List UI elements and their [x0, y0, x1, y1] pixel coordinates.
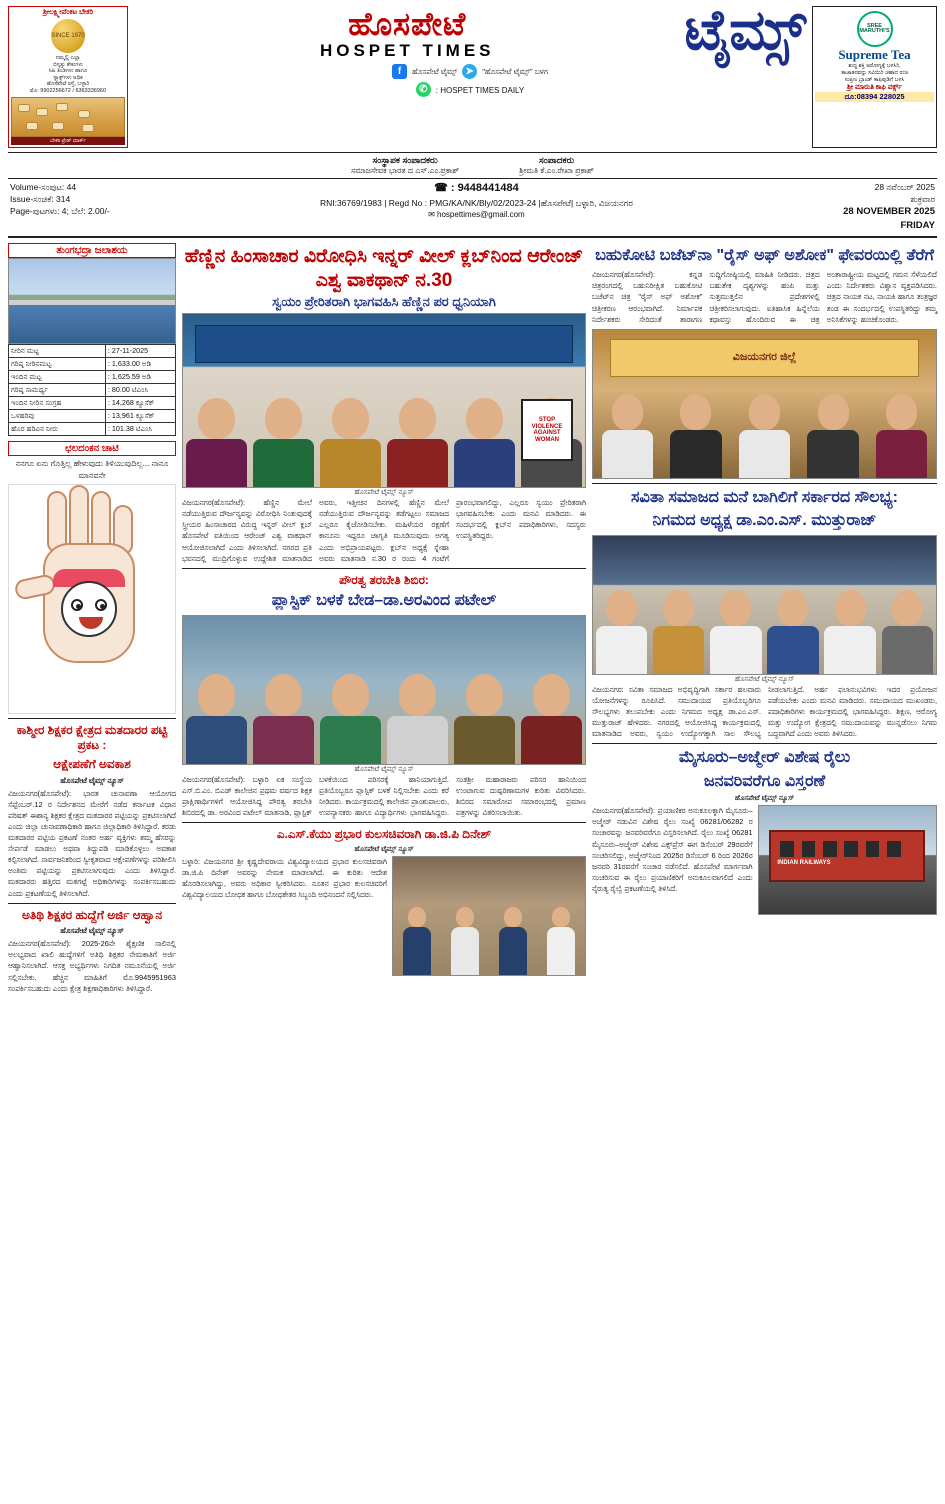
phone-icon: ☎	[434, 181, 448, 194]
tea-badge-icon: SREE MARUTHI'S	[857, 11, 893, 47]
bakery-strip: ಬೇಕರಿ ಟ್ರೇಡ್ ಮಾರ್ಕ್	[11, 137, 125, 145]
weekday-kannada: ಶುಕ್ರವಾರ	[910, 193, 935, 204]
dam-row-value: : 101.38 ಟಿಎಂಸಿ	[105, 422, 175, 435]
table-row	[9, 370, 176, 383]
volume-label: Volume-ಸಂಪುಟ: 44	[10, 181, 77, 192]
right-mid-photo-caption: ಹೊಸಪೇಟೆ ಟೈಮ್ಸ್ ನ್ಯೂಸ್	[734, 675, 795, 683]
contact-phone-row	[110, 181, 843, 197]
bakery-line-4: ಸ್ನ್ಯಾಕ್ಸ್‌ಗಳು ಅಧಿಕ	[53, 74, 83, 81]
right-top-headline: ಬಹುಕೋಟಿ ಬಜೆಟ್‌ನಾ "ರೈಸ್ ಅಫ್ ಅಶೋಕ" ಫೇವರಯಿಲ್ಲಿ ತೆರೆಗೆ	[595, 246, 934, 264]
table-row	[9, 344, 176, 357]
editor-name: ಶ್ರೀಮತಿ ಕೆ.ಎಂ.ರೇಖಾ ಪ್ರಕಾಶ್	[519, 165, 594, 175]
right-mid-headline-1: ಸವಿತಾ ಸಮಾಜದ ಮನೆ ಬಾಗಿಲಿಗೆ ಸರ್ಕಾರದ ಸೌಲಭ್ಯ:	[631, 488, 898, 506]
lead-story-photo-caption: ಹೊಸಪೇಟೆ ಟೈಮ್ಸ್ ನ್ಯೂಸ್	[354, 489, 414, 497]
tea-line-3: ಸುಪ್ರೀಂ ಬ್ರಾಂಡ್ ಕಾಫಿಪುಡಿಗೆ ಬಳಸಿ	[844, 76, 905, 83]
lead-story-headline: ಹೆಣ್ಣಿನ ಹಿಂಸಾಚಾರ ವಿರೋಧಿಸಿ ಇನ್ನರ್ ವೀಲ್ ಕ್ಲಬ್‌ನಿಂದ ಆರೇಂಜ್ ಎಶ್ವ ವಾಕಥಾನ್ ನ.30	[184, 245, 584, 291]
info-bar	[8, 178, 937, 238]
bakery-medal-text: SINCE 1970	[51, 33, 85, 40]
lead-story-subhead: ಸ್ವಯಂ ಪ್ರೇರಿತರಾಗಿ ಭಾಗವಹಿಸಿ ಹೆಣ್ಣಿನ ಪರ ಧ್ವನಿಯಾಗಿ	[272, 294, 496, 310]
mid-story-body: ವಿಜಯನಗರ(ಹೊಸಪೇಟೆ): ಬಳ್ಳಾರಿ ಏಕ ಸಂಸ್ಥೆಯ ಎಸ್.ಬಿ.ಎಂ. ಬಿಎಡ್ ಕಾಲೇಜಿನ ಪ್ರಥಮ ವರ್ಷದ ಶಿಕ್ಷಕ ಪ್ರಾಕ್ಷಿಣಾರ್ಥಿಗಳಿಗೆ ಆಯೋಜಿಸಿದ್ದ ಪೌರತ್ವ ತರಬೇತಿ ಶಿಬಿರದಲ್ಲಿ ಡಾ. ಅರವಿಂದ ಪಟೇಲ್ ಮಾತನಾಡಿ, ಪ್ಲಾಸ್ಟಿಕ್ ಬಳಕೆಯಿಂದ ಪರಿಸರಕ್ಕೆ ಹಾನಿಯಾಗುತ್ತಿದೆ. ಪ್ರತಿಯೊಬ್ಬರೂ ಪ್ಲಾಸ್ಟಿಕ್ ಬಳಕೆ ನಿಲ್ಲಿಸಬೇಕು ಎಂದು ಕರೆ ನೀಡಿದರು. ಕಾರ್ಯಕ್ರಮದಲ್ಲಿ ಕಾಲೇಜಿನ ಪ್ರಾಂಶುಪಾಲರು, ಉಪನ್ಯಾಸಕರು ಹಾಗೂ ವಿದ್ಯಾರ್ಥಿಗಳು ಭಾಗವಹಿಸಿದ್ದರು. ಸಂತಶ್ರೀ ಮಹಾರಾಜರು ಪರಿಸರ ಹಾನಿಯಿಂದ ಉಂಟಾಗುವ ದುಷ್ಪರಿಣಾಮಗಳ ಕುರಿತು ವಿವರಿಸಿದರು. ಶಿಬಿರದ ಸಮಾರೋಪ ಸಮಾರಂಭದಲ್ಲಿ ಪ್ರಮಾಣ ಪತ್ರಗಳನ್ನು ವಿತರಿಸಲಾಯಿತು.	[182, 774, 586, 818]
table-row	[9, 409, 176, 422]
weekday-english: FRIDAY	[900, 220, 935, 231]
editor	[519, 155, 594, 176]
bakery-advertisement	[8, 6, 128, 148]
tea-line-1: ಶುದ್ಧ ಶಕ್ತಿ ಆರೋಗ್ಯಕ್ಕೆ ಬಳಸಿರಿ,	[848, 63, 901, 69]
dam-row-label: ಇಂದಿನ ನೀರಿನ ಸಂಗ್ರಹ	[9, 396, 106, 409]
right-column	[592, 243, 937, 994]
newspaper-title-big: ಟೈಮ್ಸ್	[684, 0, 806, 62]
right-bottom-headline-1: ಮೈಸೂರು–ಅಜ್ಮೇರ್ ವಿಶೇಷ ರೈಲು	[678, 749, 851, 767]
social-follow-label: "ಹೊಸಪೇಟೆ ಟೈಮ್ಸ್" ಬಳಗ	[482, 66, 548, 76]
byline: ಹೊಸಪೇಟೆ ಟೈಮ್ಸ್ ನ್ಯೂಸ್	[60, 775, 124, 785]
mid-story2-body: ಬಳ್ಳಾರಿ: ವಿಜಯನಗರ ಶ್ರೀ ಕೃಷ್ಣದೇವರಾಯ ವಿಶ್ವವಿದ್ಯಾಲಯದ ಪ್ರಭಾರ ಕುಲಸಚಿವರಾಗಿ ಡಾ.ಜಿ.ಪಿ ದಿನೇಶ್ ಅವರನ್ನು ನೇಮಕ ಮಾಡಲಾಗಿದೆ. ಈ ಕುರಿತು ಆದೇಶ ಹೊರಡಿಸಲಾಗಿದ್ದು, ಅವರು ಅಧಿಕಾರ ಸ್ವೀಕರಿಸಿದರು. ನೂತನ ಪ್ರಭಾರ ಕುಲಸಚಿವರಿಗೆ ವಿಶ್ವವಿದ್ಯಾಲಯದ ಬೋಧಕ ಹಾಗೂ ಬೋಧಕೇತರ ಸಿಬ್ಬಂದಿ ಅಭಿನಂದನೆ ಸಲ್ಲಿಸಿದರು.	[182, 856, 388, 900]
table-row	[9, 396, 176, 409]
right-mid-photo	[592, 535, 937, 675]
table-row	[9, 357, 176, 370]
right-top-body: ವಿಜಯನಗರ(ಹೊಸಪೇಟೆ): ಕನ್ನಡ ಚಿತ್ರರಂಗದಲ್ಲಿ ಬಹುನಿರೀಕ್ಷಿತ ಬಹುಕೋಟಿ ಬಜೆಟ್‌ನ ಚಿತ್ರ "ರೈಸ್ ಅಫ್ ಅಶೋಕ" ಚಿತ್ರೀಕರಣ ಆರಂಭವಾಗಿದೆ. ನಿರ್ಮಾಪಕ ನಿರ್ದೇಶಕರು ಸೇರಿದಂತೆ ತಾರಾಗಣ ಸುದ್ದಿಗೋಷ್ಠಿಯಲ್ಲಿ ಮಾಹಿತಿ ನೀಡಿದರು. ಚಿತ್ರದ ಬಹುತೇಕ ದೃಶ್ಯಗಳನ್ನು ಹಂಪಿ ಮತ್ತು ಸುತ್ತಮುತ್ತಲಿನ ಪ್ರದೇಶಗಳಲ್ಲಿ ಚಿತ್ರೀಕರಿಸಲಾಗುವುದು. ಐತಿಹಾಸಿಕ ಹಿನ್ನೆಲೆಯ ಕಥಾವಸ್ತು ಹೊಂದಿರುವ ಈ ಚಿತ್ರ ಅಂತಾರಾಷ್ಟ್ರೀಯ ಮಟ್ಟದಲ್ಲಿ ಗಮನ ಸೆಳೆಯಲಿದೆ ಎಂದು ನಿರ್ದೇಶಕರು ವಿಶ್ವಾಸ ವ್ಯಕ್ತಪಡಿಸಿದರು. ಚಿತ್ರದ ನಾಯಕ ನಟ, ನಾಯಕಿ ಹಾಗೂ ತಂತ್ರಜ್ಞರ ತಂಡ ಈ ಸಂದರ್ಭದಲ್ಲಿ ಉಪಸ್ಥಿತರಿದ್ದು ತಮ್ಮ ಅನಿಸಿಕೆಗಳನ್ನು ಹಂಚಿಕೊಂಡರು.	[592, 270, 937, 324]
pages-label: Page-ಪುಟಗಳು: 4; ಬೆಲೆ: 2.00/-	[10, 206, 110, 217]
dam-water-level-table	[8, 344, 176, 436]
mid-story2-photo	[392, 856, 586, 976]
left-column	[8, 243, 176, 994]
dam-row-value: : 1,633.00 ಅಡಿ	[105, 357, 175, 370]
info-right	[843, 181, 935, 233]
registration-info: RNI:36769/1983 | Regd No : PMG/KA/NK/Bly/02/2023-24 |ಹೊಸಪೇಟೆ| ಬಳ್ಳಾರಿ, ವಿಜಯನಗರ	[319, 197, 633, 208]
mid-story2-caption: ಹೊಸಪೇಟೆ ಟೈಮ್ಸ್ ನ್ಯೂಸ್	[354, 845, 414, 853]
founder-editor-label: ಸಂಸ್ಥಾಪಕ ಸಂಪಾದಕರು	[372, 154, 438, 165]
info-mid	[110, 181, 843, 221]
newspaper-title-english: HOSPET TIMES	[319, 41, 495, 60]
daily-label: : HOSPET TIMES DAILY	[435, 86, 525, 95]
bakery-sweets-photo	[11, 97, 125, 137]
tea-brand-name: Supreme Tea	[838, 47, 911, 62]
table-row	[9, 383, 176, 396]
placard: STOP VIOLENCE AGAINST WOMAN	[521, 399, 573, 461]
dam-row-label: ನೀರಿನ ಮಟ್ಟ	[9, 344, 106, 357]
editors-row	[8, 153, 937, 178]
story-body-teachers-list: ವಿಜಯನಗರ(ಹೊಸಪೇಟೆ): ಭಾರತ ಚುನಾವಣಾ ಆಯೋಗದ ಸೆಪ್ಟೆಂಬರ್.12 ರ ನಿರ್ದೇಶನದ ಮೇರೆಗೆ ನಡೆದ ಕರ್ನಾಟಕ ವಿಧಾನ ಪರಿಷತ್ ಈಶಾನ್ಯ ಶಿಕ್ಷಕರ ಕ್ಷೇತ್ರದ ಮತದಾರರ ಪಟ್ಟಿಯನ್ನು ಪ್ರಕಟಿಸಲಾಗಿದೆ ಎಂದು ಜಿಲ್ಲಾ ಚುನಾವಣಾಧಿಕಾರಿ ಹಾಗೂ ಜಿಲ್ಲಾಧಿಕಾರಿ ತಿಳಿಸಿದ್ದಾರೆ. ಕರಡು ಮತದಾರರ ಪಟ್ಟಿಯ ಪ್ರಕಟಣೆ ನಂತರ ಅರ್ಹ ವ್ಯಕ್ತಿಗಳು ತಮ್ಮ ಹೆಸರನ್ನು ಸೇರ್ಪಡೆ ಮಾಡಲು ಅಥವಾ ತಿದ್ದುಪಡಿ ಮಾಡಿಕೊಳ್ಳಲು ಅವಕಾಶ ಕಲ್ಪಿಸಲಾಗಿದೆ. ಸಾರ್ವಜನಿಕರಿಂದ ಸ್ವೀಕೃತವಾದ ಆಕ್ಷೇಪಣೆಗಳನ್ನು ಪರಿಶೀಲಿಸಿ ಅಂತಿಮ ಪಟ್ಟಿಯನ್ನು ಪ್ರಕಟಿಸಲಾಗುವುದು ಎಂದು ತಿಳಿಸಿದ್ದಾರೆ. ಮತದಾರರು ಹತ್ತಿರದ ಮತಗಟ್ಟೆ ಅಧಿಕಾರಿಗಳನ್ನು ಸಂಪರ್ಕಿಸಬಹುದು ಎಂದು ಪ್ರಕಟಣೆಯಲ್ಲಿ ತಿಳಿಸಲಾಗಿದೆ.	[8, 788, 176, 898]
right-bottom-caption: ಹೊಸಪೇಟೆ ಟೈಮ್ಸ್ ನ್ಯೂಸ್	[734, 795, 795, 803]
social-label-kannada: ಹೊಸಪೇಟೆ ಟೈಮ್ಸ್	[412, 66, 458, 76]
center-column	[182, 243, 586, 994]
right-bottom-body: ವಿಜಯನಗರ(ಹೊಸಪೇಟೆ): ಪ್ರಯಾಣಿಕರ ಅನುಕೂಲಕ್ಕಾಗಿ ಮೈಸೂರು–ಅಜ್ಮೇರ್ ನಡುವಿನ ವಿಶೇಷ ರೈಲು ಸಂಖ್ಯೆ 06281/06282 ರ ಸಂಚಾರವನ್ನು ಜನವರಿವರೆಗೂ ವಿಸ್ತರಿಸಲಾಗಿದೆ. ರೈಲು ಸಂಖ್ಯೆ 06281 ಮೈಸೂರು–ಅಜ್ಮೇರ್ ವಿಶೇಷ ಎಕ್ಸ್‌ಪ್ರೆಸ್ ಈಗ ಡಿಸೆಂಬರ್ 29ರವರೆಗೆ ಸಂಚರಿಸಲಿದ್ದು, ಅಜ್ಮೇರ್‌ನಿಂದ 2025ರ ಡಿಸೆಂಬರ್ 6 ರಿಂದ 2026ರ ಜನವರಿ 31ರವರೆಗೆ ಸಂಚಾರ ನಡೆಸಲಿದೆ. ಹೊಸಪೇಟೆ ಮಾರ್ಗವಾಗಿ ಸಂಚರಿಸುವ ಈ ರೈಲು ಪ್ರಯಾಣಿಕರಿಗೆ ಅನುಕೂಲವಾಗಲಿದೆ ಎಂದು ನೈರುತ್ಯ ರೈಲ್ವೆ ಪ್ರಕಟಣೆಯಲ್ಲಿ ತಿಳಿಸಿದೆ.	[592, 806, 753, 893]
dam-row-value: : 13,961 ಕ್ಯೂಸೆಕ್	[105, 409, 175, 422]
byline: ಹೊಸಪೇಟೆ ಟೈಮ್ಸ್ ನ್ಯೂಸ್	[60, 926, 124, 936]
info-left	[10, 181, 110, 218]
whatsapp-row	[134, 82, 806, 97]
facebook-icon[interactable]: f	[392, 64, 407, 79]
dam-row-label: ಹೊರ ಹರಿವಿನ ನೀರು	[9, 422, 106, 435]
mid-story-photo	[182, 615, 586, 765]
bakery-line-2: ಬಿಸ್ಕತ್ತು ಕೇಕುಗಳು	[52, 61, 83, 68]
mid-story2-headline: ಎ.ಎಸ್.ಕೆಯು ಪ್ರಭಾರ ಕುಲಸಚಿವರಾಗಿ ಡಾ.ಜಿ.ಪಿ ದಿನೇಶ್	[276, 827, 492, 842]
right-bottom-headline-2: ಜನವರಿವರೆಗೂ ವಿಸ್ತರಣೆ	[703, 772, 826, 790]
tea-phone: ದೂ:08394 228025	[815, 92, 934, 102]
bakery-phone: ಮೊ: 9902256672 / 6363336960	[29, 88, 107, 95]
dam-row-value: : 1,625.59 ಅಡಿ	[105, 370, 175, 383]
date-english: 28 NOVEMBER 2025	[843, 206, 935, 218]
story-headline-guest-teachers: ಅತಿಥಿ ಶಿಕ್ಷಕರ ಹುದ್ದೆಗೆ ಅರ್ಜಿ ಆಹ್ವಾನ	[21, 907, 163, 922]
whatsapp-icon[interactable]: ✆	[416, 82, 431, 97]
newspaper-title-kannada: ಹೊಸಪೇಟೆ	[348, 6, 467, 42]
tea-company: ಶ್ರೀ ಮಾರುತಿ ಕಾಫಿ ವರ್ಕ್ಸ್	[846, 83, 903, 91]
bakery-medal-icon	[51, 19, 85, 53]
dam-row-label: ಒಳಹರಿವು	[9, 409, 106, 422]
telegram-icon[interactable]: ➤	[462, 64, 477, 79]
lead-story-body: ವಿಜಯನಗರ(ಹೊಸಪೇಟೆ): ಹೆಣ್ಣಿನ ಮೇಲೆ ನಡೆಯುತ್ತಿರುವ ದೌರ್ಜನ್ಯವನ್ನು ವಿರೋಧಿಸಿ ನಿಂತುವುದಕ್ಕೆ ಸ್ತ್ರೀಯರ ಹಿಂಸಾಚಾರದ ವಿರುದ್ಧ ಇನ್ನರ್ ವೀಲ್ ಕ್ಲಬ್ ಹೊಸಪೇಟೆ ವತಿಯಿಂದ ಆರೇಂಜ್ ಎಶ್ವ ವಾಕಥಾನ್ ಆಯೋಜಿಸಲಾಗಿದೆ ಎಂದು ತಿಳಿಸಲಾಗಿದೆ. ನಗರದ ಪ್ರತಿ ಭವನದಲ್ಲಿ ಮುದ್ರಿಗೊಳ್ಳುವ ಉದ್ದೇಶಿತ ಮಾತನಾಡಿದ ಅವರು, ಇತ್ತೀಚಿನ ದಿನಗಳಲ್ಲಿ ಹೆಣ್ಣಿನ ಮೇಲೆ ನಡೆಯುತ್ತಿರುವ ದೌರ್ಜನ್ಯವನ್ನು ತಡೆಗಟ್ಟಲು ಸಮಾಜದ ಎಲ್ಲರೂ ಕೈಜೋಡಿಸಬೇಕು. ಮಹಿಳೆಯರ ರಕ್ಷಣೆಗೆ ಕಾನೂನು ಇದ್ದರೂ ಜಾಗೃತಿ ಮೂಡಿಸುವುದು ಅಗತ್ಯ ಎಂದು ಅಭಿಪ್ರಾಯಪಟ್ಟರು. ಕ್ಲಬ್‌ನ ಅಧ್ಯಕ್ಷೆ ಸ್ನೇಹಾ ಅವರು ಮಾತನಾಡಿ ನ.30 ರ ರಂದು 4 ಗಂಟೆಗೆ ಪ್ರಾರಂಭವಾಗಲಿದ್ದು, ಎಲ್ಲರೂ ಸ್ವಯಂ ಪ್ರೇರಿತರಾಗಿ ಭಾಗವಹಿಸಬೇಕು ಎಂದು ಮನವಿ ಮಾಡಿದರು. ಈ ಸಂದರ್ಭದಲ್ಲಿ ಕ್ಲಬ್‌ನ ಪದಾಧಿಕಾರಿಗಳು, ಸದಸ್ಯರು ಉಪಸ್ಥಿತರಿದ್ದರು.	[182, 498, 586, 563]
masthead	[8, 0, 937, 153]
photo-banner-text: ವಿಜಯನಗರ ಜಿಲ್ಲೆ	[610, 339, 919, 377]
mid-story-subhead: ಪ್ಲಾಸ್ಟಿಕ್ ಬಳಕೆ ಬೇಡ–ಡಾ.ಅರವಿಂದ ಪಟೇಲ್	[271, 592, 497, 610]
cartoon-title: ಛಲದಂಕನ ಚಾಟಿ	[8, 441, 176, 456]
story-headline-teachers-list: ಕಾಶ್ಮೀರ ಶಿಕ್ಷಕರ ಕ್ಷೇತ್ರದ ಮತದಾರರ ಪಟ್ಟಿ ಪ್ರಕಟ :	[16, 722, 168, 753]
mid-story-headline: ಪೌರತ್ವ ತರಬೇತಿ ಶಿಬಿರ:	[339, 572, 429, 587]
right-top-photo	[592, 329, 937, 479]
page-content	[8, 243, 937, 994]
bakery-line-1: ನಮ್ಮಲ್ಲಿ ಎಲ್ಲಾ	[55, 55, 81, 62]
tea-line-2: ತಾಜಾತನವನ್ನು ಸವಿಯಿರಿ ಚಹಾದ ರುಚಿ	[841, 69, 908, 76]
social-row	[134, 64, 806, 79]
right-bottom-train-photo	[758, 805, 937, 915]
train-label: INDIAN RAILWAYS	[777, 859, 831, 866]
dam-row-label: ಇಂದಿನ ಮಟ್ಟ	[9, 370, 106, 383]
email-row[interactable]	[110, 209, 843, 221]
bakery-line-3: ಸಿಹಿ ತಿಂಡಿಗಳು ಹಾಗೂ	[48, 68, 88, 75]
founder-editor	[351, 155, 459, 176]
bakery-address: ಹೊಸಪೇಟೆ ರಸ್ತೆ, ಬಳ್ಳಾರಿ	[46, 81, 90, 88]
date-kannada: 28 ನವೆಂಬರ್ 2025	[874, 181, 935, 192]
right-mid-body: ವಿಜಯನಗರ: ಸವಿತಾ ಸಮಾಜದ ಅಭಿವೃದ್ಧಿಗಾಗಿ ಸರ್ಕಾರ ಹಲವಾರು ಯೋಜನೆಗಳನ್ನು ರೂಪಿಸಿದೆ. ಸಮುದಾಯದ ಪ್ರತಿಯೊಬ್ಬರಿಗೂ ಸೌಲಭ್ಯಗಳು ತಲುಪಬೇಕು ಎಂದು ನಿಗಮದ ಅಧ್ಯಕ್ಷ ಡಾ.ಎಂ.ಎಸ್. ಮುತ್ತುರಾಜ್ ಹೇಳಿದರು. ನಗರದಲ್ಲಿ ಆಯೋಜಿಸಿದ್ದ ಕಾರ್ಯಕ್ರಮದಲ್ಲಿ ಮಾತನಾಡಿದ ಅವರು, ಸ್ವಯಂ ಉದ್ಯೋಗಕ್ಕಾಗಿ ಸಾಲ ಸೌಲಭ್ಯ ನೀಡಲಾಗುತ್ತಿದೆ. ಅರ್ಹ ಫಲಾನುಭವಿಗಳು ಇದರ ಪ್ರಯೋಜನ ಪಡೆಯಬೇಕು ಎಂದು ಮನವಿ ಮಾಡಿದರು. ಸಮುದಾಯದ ಮುಖಂಡರು, ಪದಾಧಿಕಾರಿಗಳು ಕಾರ್ಯಕ್ರಮದಲ್ಲಿ ಭಾಗವಹಿಸಿದ್ದರು. ಶಿಕ್ಷಣ, ಆರೋಗ್ಯ ಮತ್ತು ಉದ್ಯೋಗ ಕ್ಷೇತ್ರದಲ್ಲಿ ಸಮುದಾಯವನ್ನು ಮುನ್ನಡೆಸಲು ನಿಗಮ ಬದ್ಧವಾಗಿದೆ ಎಂದು ಅವರು ತಿಳಿಸಿದರು.	[592, 684, 937, 739]
right-mid-headline-2: ನಿಗಮದ ಅಧ್ಯಕ್ಷ ಡಾ.ಎಂ.ಎಸ್. ಮುತ್ತುರಾಜ್	[652, 512, 877, 530]
tea-advertisement	[812, 6, 937, 148]
dam-photo	[8, 258, 176, 344]
dam-row-value: : 27-11-2025	[105, 344, 175, 357]
story-subhead-objection: ಆಕ್ಷೇಪಣೆಗೆ ಅವಕಾಶ	[53, 756, 131, 771]
masthead-center	[134, 0, 806, 148]
dam-box-title: ತುಂಗಭದ್ರಾ ಜಲಾಶಯ	[8, 243, 176, 258]
cartoon-illustration	[8, 484, 176, 714]
dam-row-value: : 14,268 ಕ್ಯೂಸೆಕ್	[105, 396, 175, 409]
issue-label: Issue-ಸಂಚಿಕೆ: 314	[10, 193, 71, 204]
bakery-name: ಶ್ರೀಲಕ್ಷ್ಮೀವೆಂಕಟ ಬೇಕರಿ	[42, 9, 94, 16]
mail-icon: ✉	[428, 209, 435, 219]
table-row	[9, 422, 176, 435]
mid-story-photo-caption: ಹೊಸಪೇಟೆ ಟೈಮ್ಸ್ ನ್ಯೂಸ್	[354, 765, 414, 773]
contact-email[interactable]: hospettimes@gmail.com	[437, 209, 525, 219]
lead-story-photo	[182, 313, 586, 488]
story-body-guest-teachers: ವಿಜಯನಗರ(ಹೊಸಪೇಟೆ): 2025-26ನೇ ಶೈಕ್ಷಣಿಕ ಸಾಲಿನಲ್ಲಿ ಅಲಭ್ಯವಾದ ಖಾಲಿ ಹುದ್ದೆಗಳಿಗೆ ಅತಿಥಿ ಶಿಕ್ಷಕರ ನೇಮಕಾತಿಗೆ ಅರ್ಜಿ ಆಹ್ವಾನಿಸಲಾಗಿದೆ. ಆಸಕ್ತ ಅಭ್ಯರ್ಥಿಗಳು ನಿಗದಿತ ನಮೂನೆಯಲ್ಲಿ ಅರ್ಜಿ ಸಲ್ಲಿಸಬೇಕು. ಹೆಚ್ಚಿನ ಮಾಹಿತಿಗೆ ಮೊ.9945951963 ಸಂಪರ್ಕಿಸಬಹುದು ಎಂದು ಕ್ಷೇತ್ರ ಶಿಕ್ಷಣಾಧಿಕಾರಿಗಳು ತಿಳಿಸಿದ್ದಾರೆ.	[8, 939, 176, 993]
editor-label: ಸಂಪಾದಕರು	[539, 154, 575, 165]
founder-editor-name: ಸಮಾಜಸೇವಕ ಭಾರತ ದ ಎಸ್.ಎಂ.ಪ್ರಕಾಶ್	[350, 165, 460, 175]
dam-row-label: ಗರಿಷ್ಠ ನೀರಿನಮಟ್ಟ	[9, 357, 106, 370]
dam-row-label: ಗರಿಷ್ಠ ಸಾಮರ್ಥ್ಯ	[9, 383, 106, 396]
contact-phone: : 9448441484	[450, 181, 519, 194]
dam-row-value: : 80.00 ಟಿಎಂಸಿ	[105, 383, 175, 396]
cartoon-caption: ನನಗೂ ಏನು ಗೊತ್ತಿಲ್ಲ ಹೇಳುವುದು ತಿಳಿಯುವುದಿಲ್ಲ... ನಾನೂ ಮಾನವನೇ	[15, 458, 169, 480]
